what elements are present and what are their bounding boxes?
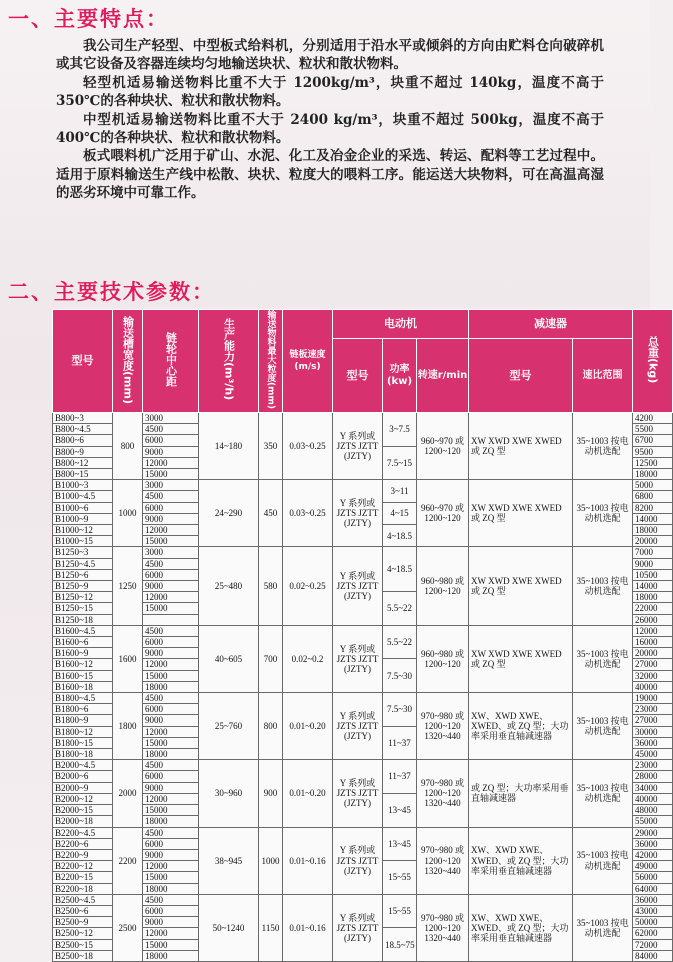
model-cell: B2000~18 xyxy=(53,816,113,827)
center-distance-cell: 12000 xyxy=(143,659,199,670)
intro-text xyxy=(56,37,604,203)
reducer-model-cell: XW、XWD XWE、XWED、或 ZQ 型；大功率采用垂直轴减速器 xyxy=(469,827,573,894)
center-distance-cell: 4500 xyxy=(143,424,199,435)
power-cell: 11~37 xyxy=(383,760,417,794)
capacity-cell: 30~960 xyxy=(199,760,259,827)
weight-cell: 16000 xyxy=(633,637,673,648)
center-distance-cell: 15000 xyxy=(143,670,199,681)
intro-paragraph: 中型机适易输送物料比重不大于 2400 kg/m³，块重不超过 500kg，温度不高于 400℃的各种块状、粒状和散状物料。 xyxy=(56,111,604,147)
reducer-model-cell: XW XWD XWE XWED 或 ZQ 型 xyxy=(469,547,573,625)
motor-model-cell: Y 系列或 JZTS JZTT (JZTY) xyxy=(333,625,383,692)
weight-cell: 36000 xyxy=(633,737,673,748)
width-cell: 2500 xyxy=(113,894,143,961)
weight-cell: 27000 xyxy=(633,715,673,726)
header-center: 链轮中心距 xyxy=(143,310,199,413)
weight-cell: 19000 xyxy=(633,693,673,704)
center-distance-cell: 9000 xyxy=(143,715,199,726)
center-distance-cell: 9000 xyxy=(143,581,199,592)
reducer-model-cell: XW XWD XWE XWED 或 ZQ 型 xyxy=(469,412,573,479)
model-cell: B800~3 xyxy=(53,412,113,423)
rpm-cell: 960~970 或 1200~120 xyxy=(417,480,469,547)
section-1-title: 一、主要特点： xyxy=(8,7,169,31)
model-cell: B800~6 xyxy=(53,435,113,446)
model-cell: B1000~6 xyxy=(53,502,113,513)
max-size-cell: 700 xyxy=(259,625,283,692)
capacity-cell: 50~1240 xyxy=(199,894,259,961)
weight-cell: 32000 xyxy=(633,670,673,681)
model-cell: B1600~12 xyxy=(53,659,113,670)
center-distance-cell: 6000 xyxy=(143,637,199,648)
center-distance-cell: 9000 xyxy=(143,917,199,928)
weight-cell: 55000 xyxy=(633,816,673,827)
reducer-model-cell: XW XWD XWE XWED 或 ZQ 型 xyxy=(469,625,573,692)
motor-model-cell: Y 系列或 JZTS JZTT (JZTY) xyxy=(333,827,383,894)
table-row xyxy=(53,480,673,491)
center-distance-cell: 15000 xyxy=(143,737,199,748)
power-cell: 5.5~22 xyxy=(383,625,417,659)
weight-cell: 64000 xyxy=(633,883,673,894)
model-cell: B1000~3 xyxy=(53,480,113,491)
model-cell: B2200~9 xyxy=(53,849,113,860)
weight-cell: 14000 xyxy=(633,581,673,592)
weight-cell: 29000 xyxy=(633,827,673,838)
power-cell: 3~7.5 xyxy=(383,412,417,446)
weight-cell: 8200 xyxy=(633,502,673,513)
center-distance-cell: 9000 xyxy=(143,782,199,793)
spec-table xyxy=(52,309,673,962)
center-distance-cell: 15000 xyxy=(143,805,199,816)
model-cell: B2500~15 xyxy=(53,939,113,950)
table-row xyxy=(53,693,673,704)
speed-cell: 0.01~0.16 xyxy=(283,894,333,961)
speed-cell: 0.02~0.2 xyxy=(283,625,333,692)
speed-cell: 0.03~0.25 xyxy=(283,480,333,547)
table-row xyxy=(53,625,673,636)
model-cell: B2000~15 xyxy=(53,805,113,816)
table-row xyxy=(53,547,673,558)
model-cell: B2500~12 xyxy=(53,928,113,939)
model-cell: B1250~9 xyxy=(53,581,113,592)
weight-cell: 72000 xyxy=(633,939,673,950)
weight-cell: 36000 xyxy=(633,838,673,849)
weight-cell: 28000 xyxy=(633,771,673,782)
center-distance-cell: 6000 xyxy=(143,704,199,715)
speed-cell: 0.01~0.16 xyxy=(283,827,333,894)
weight-cell: 6700 xyxy=(633,435,673,446)
reducer-model-cell: XW XWD XWE XWED 或 ZQ 型 xyxy=(469,480,573,547)
weight-cell: 5000 xyxy=(633,480,673,491)
motor-model-cell: Y 系列或 JZTS JZTT (JZTY) xyxy=(333,480,383,547)
motor-model-cell: Y 系列或 JZTS JZTT (JZTY) xyxy=(333,894,383,961)
header-weight: 总重(kg) xyxy=(633,310,673,413)
power-cell: 7.5~30 xyxy=(383,659,417,693)
header-size: 输送物料最大粒度(mm) xyxy=(259,310,283,413)
power-cell: 4~18.5 xyxy=(383,525,417,547)
model-cell: B1250~18 xyxy=(53,614,113,625)
model-cell: B2000~12 xyxy=(53,793,113,804)
model-cell: B1250~12 xyxy=(53,592,113,603)
max-size-cell: 800 xyxy=(259,693,283,760)
section-2-title: 二、主要技术参数： xyxy=(8,280,215,304)
capacity-cell: 25~760 xyxy=(199,693,259,760)
reducer-model-cell: XW、XWD XWE、XWED、或 ZQ 型；大功率采用垂直轴减速器 xyxy=(469,894,573,961)
header-capacity: 生产能力(m³/h) xyxy=(199,310,259,413)
center-distance-cell: 4500 xyxy=(143,491,199,502)
power-cell: 15~55 xyxy=(383,861,417,895)
weight-cell: 20000 xyxy=(633,648,673,659)
model-cell: B2500~18 xyxy=(53,950,113,961)
model-cell: B2200~12 xyxy=(53,861,113,872)
table-row xyxy=(53,760,673,771)
model-cell: B1600~6 xyxy=(53,637,113,648)
rpm-cell: 960~980 或 1200~120 xyxy=(417,625,469,692)
model-cell: B800~9 xyxy=(53,446,113,457)
center-distance-cell: 12000 xyxy=(143,457,199,468)
model-cell: B800~4.5 xyxy=(53,424,113,435)
center-distance-cell: 18000 xyxy=(143,816,199,827)
model-cell: B1250~4.5 xyxy=(53,558,113,569)
power-cell: 7.5~30 xyxy=(383,693,417,727)
weight-cell: 30000 xyxy=(633,726,673,737)
table-row xyxy=(53,827,673,838)
ratio-cell: 35~1003 按电动机选配 xyxy=(573,760,633,827)
center-distance-cell: 3000 xyxy=(143,412,199,423)
center-distance-cell: 15000 xyxy=(143,872,199,883)
weight-cell: 84000 xyxy=(633,950,673,961)
header-power: 功率(kw) xyxy=(383,339,417,413)
center-distance-cell: 4500 xyxy=(143,693,199,704)
model-cell: B1800~15 xyxy=(53,737,113,748)
center-distance-cell: 9000 xyxy=(143,446,199,457)
model-cell: B2500~4.5 xyxy=(53,894,113,905)
weight-cell: 9000 xyxy=(633,558,673,569)
width-cell: 800 xyxy=(113,412,143,479)
weight-cell: 56000 xyxy=(633,872,673,883)
max-size-cell: 1150 xyxy=(259,894,283,961)
center-distance-cell: 15000 xyxy=(143,469,199,480)
rpm-cell: 960~980 或 1200~120 xyxy=(417,547,469,625)
intro-paragraph: 轻型机适易输送物料比重不大于 1200kg/m³，块重不超过 140kg，温度不高于 350℃的各种块状、粒状和散状物料。 xyxy=(56,74,604,110)
header-motor: 电动机 xyxy=(333,310,469,339)
model-cell: B2200~18 xyxy=(53,883,113,894)
weight-cell: 34000 xyxy=(633,782,673,793)
center-distance-cell: 3000 xyxy=(143,547,199,558)
header-speed: 链板速度(m/s) xyxy=(283,310,333,413)
power-cell: 3~11 xyxy=(383,480,417,502)
model-cell: B1250~3 xyxy=(53,547,113,558)
center-distance-cell: 12000 xyxy=(143,592,199,603)
capacity-cell: 14~180 xyxy=(199,412,259,479)
header-rpm: 转速r/min xyxy=(417,339,469,413)
rpm-cell: 970~980 或 1200~120 1320~440 xyxy=(417,760,469,827)
weight-cell: 4200 xyxy=(633,412,673,423)
center-distance-cell: 6000 xyxy=(143,502,199,513)
weight-cell: 20000 xyxy=(633,536,673,547)
model-cell: B800~12 xyxy=(53,457,113,468)
weight-cell: 5500 xyxy=(633,424,673,435)
model-cell: B1800~12 xyxy=(53,726,113,737)
center-distance-cell: 6000 xyxy=(143,905,199,916)
center-distance-cell: 4500 xyxy=(143,760,199,771)
rpm-cell: 970~980 或 1200~120 1320~440 xyxy=(417,827,469,894)
center-distance-cell: 12000 xyxy=(143,928,199,939)
ratio-cell: 35~1003 按电动机选配 xyxy=(573,547,633,625)
weight-cell: 9500 xyxy=(633,446,673,457)
weight-cell: 48000 xyxy=(633,805,673,816)
weight-cell: 27000 xyxy=(633,659,673,670)
center-distance-cell: 12000 xyxy=(143,525,199,536)
weight-cell: 18000 xyxy=(633,525,673,536)
table-row xyxy=(53,894,673,905)
ratio-cell: 35~1003 按电动机选配 xyxy=(573,412,633,479)
weight-cell: 10500 xyxy=(633,569,673,580)
rpm-cell: 960~970 或 1200~120 xyxy=(417,412,469,479)
intro-paragraph: 我公司生产轻型、中型板式给料机，分别适用于沿水平或倾斜的方向由贮料仓向破碎机或其它设备及容器连续均匀地输送块状、粒状和散状物料。 xyxy=(56,38,604,73)
model-cell: B1000~15 xyxy=(53,536,113,547)
ratio-cell: 35~1003 按电动机选配 xyxy=(573,625,633,692)
weight-cell: 62000 xyxy=(633,928,673,939)
center-distance-cell: 6000 xyxy=(143,771,199,782)
ratio-cell: 35~1003 按电动机选配 xyxy=(573,693,633,760)
power-cell: 18.5~75 xyxy=(383,928,417,962)
center-distance-cell: 9000 xyxy=(143,513,199,524)
rpm-cell: 970~980 或 1200~120 1320~440 xyxy=(417,693,469,760)
center-distance-cell: 4500 xyxy=(143,827,199,838)
model-cell: B1800~4.5 xyxy=(53,693,113,704)
ratio-cell: 35~1003 按电动机选配 xyxy=(573,480,633,547)
width-cell: 1600 xyxy=(113,625,143,692)
center-distance-cell: 15000 xyxy=(143,939,199,950)
model-cell: B2200~6 xyxy=(53,838,113,849)
center-distance-cell: 4500 xyxy=(143,894,199,905)
center-distance-cell: 4500 xyxy=(143,558,199,569)
center-distance-cell: 18000 xyxy=(143,749,199,760)
weight-cell: 26000 xyxy=(633,614,673,625)
ratio-cell: 35~1003 按电动机选配 xyxy=(573,827,633,894)
center-distance-cell: 12000 xyxy=(143,726,199,737)
model-cell: B1600~9 xyxy=(53,648,113,659)
max-size-cell: 350 xyxy=(259,412,283,479)
model-cell: B1250~6 xyxy=(53,569,113,580)
max-size-cell: 450 xyxy=(259,480,283,547)
spec-table-body xyxy=(53,412,673,961)
center-distance-cell xyxy=(143,614,199,625)
weight-cell: 22000 xyxy=(633,603,673,614)
weight-cell: 6800 xyxy=(633,491,673,502)
center-distance-cell: 9000 xyxy=(143,849,199,860)
weight-cell: 12500 xyxy=(633,457,673,468)
motor-model-cell: Y 系列或 JZTS JZTT (JZTY) xyxy=(333,547,383,625)
rpm-cell: 970~980 或 1200~120 1320~440 xyxy=(417,894,469,961)
header-reducer-model: 型号 xyxy=(469,339,573,413)
header-model: 型号 xyxy=(53,310,113,413)
model-cell: B2000~9 xyxy=(53,782,113,793)
model-cell: B1600~4.5 xyxy=(53,625,113,636)
model-cell: B2200~15 xyxy=(53,872,113,883)
max-size-cell: 900 xyxy=(259,760,283,827)
intro-paragraph: 板式喂料机广泛用于矿山、水泥、化工及冶金企业的采选、转运、配料等工艺过程中。适用于原料输送生产线中松散、块状、粒度大的喂料工序。能运送大块物料，可在高温高湿的恶劣环境中可靠工作。 xyxy=(56,148,604,202)
ratio-cell: 35~1003 按电动机选配 xyxy=(573,894,633,961)
capacity-cell: 25~480 xyxy=(199,547,259,625)
power-cell: 15~55 xyxy=(383,894,417,928)
center-distance-cell: 18000 xyxy=(143,950,199,961)
power-cell: 7.5~15 xyxy=(383,446,417,480)
weight-cell: 7000 xyxy=(633,547,673,558)
reducer-model-cell: 或 ZQ 型；大功率采用垂直轴减速器 xyxy=(469,760,573,827)
model-cell: B1000~4.5 xyxy=(53,491,113,502)
center-distance-cell: 6000 xyxy=(143,435,199,446)
model-cell: B2200~4.5 xyxy=(53,827,113,838)
power-cell: 5.5~22 xyxy=(383,592,417,626)
speed-cell: 0.01~0.20 xyxy=(283,693,333,760)
width-cell: 1000 xyxy=(113,480,143,547)
model-cell: B800~15 xyxy=(53,469,113,480)
header-reducer: 减速器 xyxy=(469,310,633,339)
center-distance-cell: 9000 xyxy=(143,648,199,659)
model-cell: B1600~15 xyxy=(53,670,113,681)
width-cell: 2000 xyxy=(113,760,143,827)
capacity-cell: 40~605 xyxy=(199,625,259,692)
header-ratio: 速比范围 xyxy=(573,339,633,413)
center-distance-cell: 4500 xyxy=(143,625,199,636)
reducer-model-cell: XW、XWD XWE、XWED、或 ZQ 型；大功率采用垂直轴减速器 xyxy=(469,693,573,760)
speed-cell: 0.03~0.25 xyxy=(283,412,333,479)
weight-cell: 36000 xyxy=(633,894,673,905)
center-distance-cell: 18000 xyxy=(143,883,199,894)
power-cell: 4~18.5 xyxy=(383,547,417,592)
center-distance-cell: 12000 xyxy=(143,793,199,804)
weight-cell: 18000 xyxy=(633,592,673,603)
model-cell: B2000~4.5 xyxy=(53,760,113,771)
center-distance-cell: 6000 xyxy=(143,838,199,849)
power-cell: 11~37 xyxy=(383,726,417,760)
weight-cell: 23000 xyxy=(633,760,673,771)
center-distance-cell: 6000 xyxy=(143,569,199,580)
model-cell: B1800~9 xyxy=(53,715,113,726)
model-cell: B1250~15 xyxy=(53,603,113,614)
capacity-cell: 38~945 xyxy=(199,827,259,894)
model-cell: B1600~18 xyxy=(53,681,113,692)
max-size-cell: 1000 xyxy=(259,827,283,894)
power-cell: 13~45 xyxy=(383,827,417,861)
center-distance-cell: 18000 xyxy=(143,681,199,692)
center-distance-cell: 15000 xyxy=(143,536,199,547)
center-distance-cell: 3000 xyxy=(143,480,199,491)
power-cell: 4~15 xyxy=(383,502,417,524)
weight-cell: 45000 xyxy=(633,749,673,760)
weight-cell: 42000 xyxy=(633,849,673,860)
weight-cell: 40000 xyxy=(633,681,673,692)
weight-cell: 49000 xyxy=(633,861,673,872)
weight-cell: 18000 xyxy=(633,469,673,480)
weight-cell: 50000 xyxy=(633,917,673,928)
center-distance-cell: 15000 xyxy=(143,603,199,614)
header-width: 输送槽宽度(mm) xyxy=(113,310,143,413)
max-size-cell: 580 xyxy=(259,547,283,625)
width-cell: 2200 xyxy=(113,827,143,894)
width-cell: 1800 xyxy=(113,693,143,760)
capacity-cell: 24~290 xyxy=(199,480,259,547)
model-cell: B1800~18 xyxy=(53,749,113,760)
model-cell: B1000~9 xyxy=(53,513,113,524)
speed-cell: 0.01~0.20 xyxy=(283,760,333,827)
model-cell: B1000~12 xyxy=(53,525,113,536)
model-cell: B2500~9 xyxy=(53,917,113,928)
power-cell: 13~45 xyxy=(383,793,417,827)
model-cell: B1800~6 xyxy=(53,704,113,715)
weight-cell: 43000 xyxy=(633,905,673,916)
motor-model-cell: Y 系列或 JZTS JZTT (JZTY) xyxy=(333,412,383,479)
weight-cell: 40000 xyxy=(633,793,673,804)
weight-cell: 12000 xyxy=(633,625,673,636)
weight-cell: 14000 xyxy=(633,513,673,524)
motor-model-cell: Y 系列或 JZTS JZTT (JZTY) xyxy=(333,760,383,827)
weight-cell: 23000 xyxy=(633,704,673,715)
model-cell: B2000~6 xyxy=(53,771,113,782)
width-cell: 1250 xyxy=(113,547,143,625)
motor-model-cell: Y 系列或 JZTS JZTT (JZTY) xyxy=(333,693,383,760)
table-row xyxy=(53,412,673,423)
center-distance-cell: 12000 xyxy=(143,861,199,872)
speed-cell: 0.02~0.25 xyxy=(283,547,333,625)
model-cell: B2500~6 xyxy=(53,905,113,916)
header-motor-model: 型号 xyxy=(333,339,383,413)
